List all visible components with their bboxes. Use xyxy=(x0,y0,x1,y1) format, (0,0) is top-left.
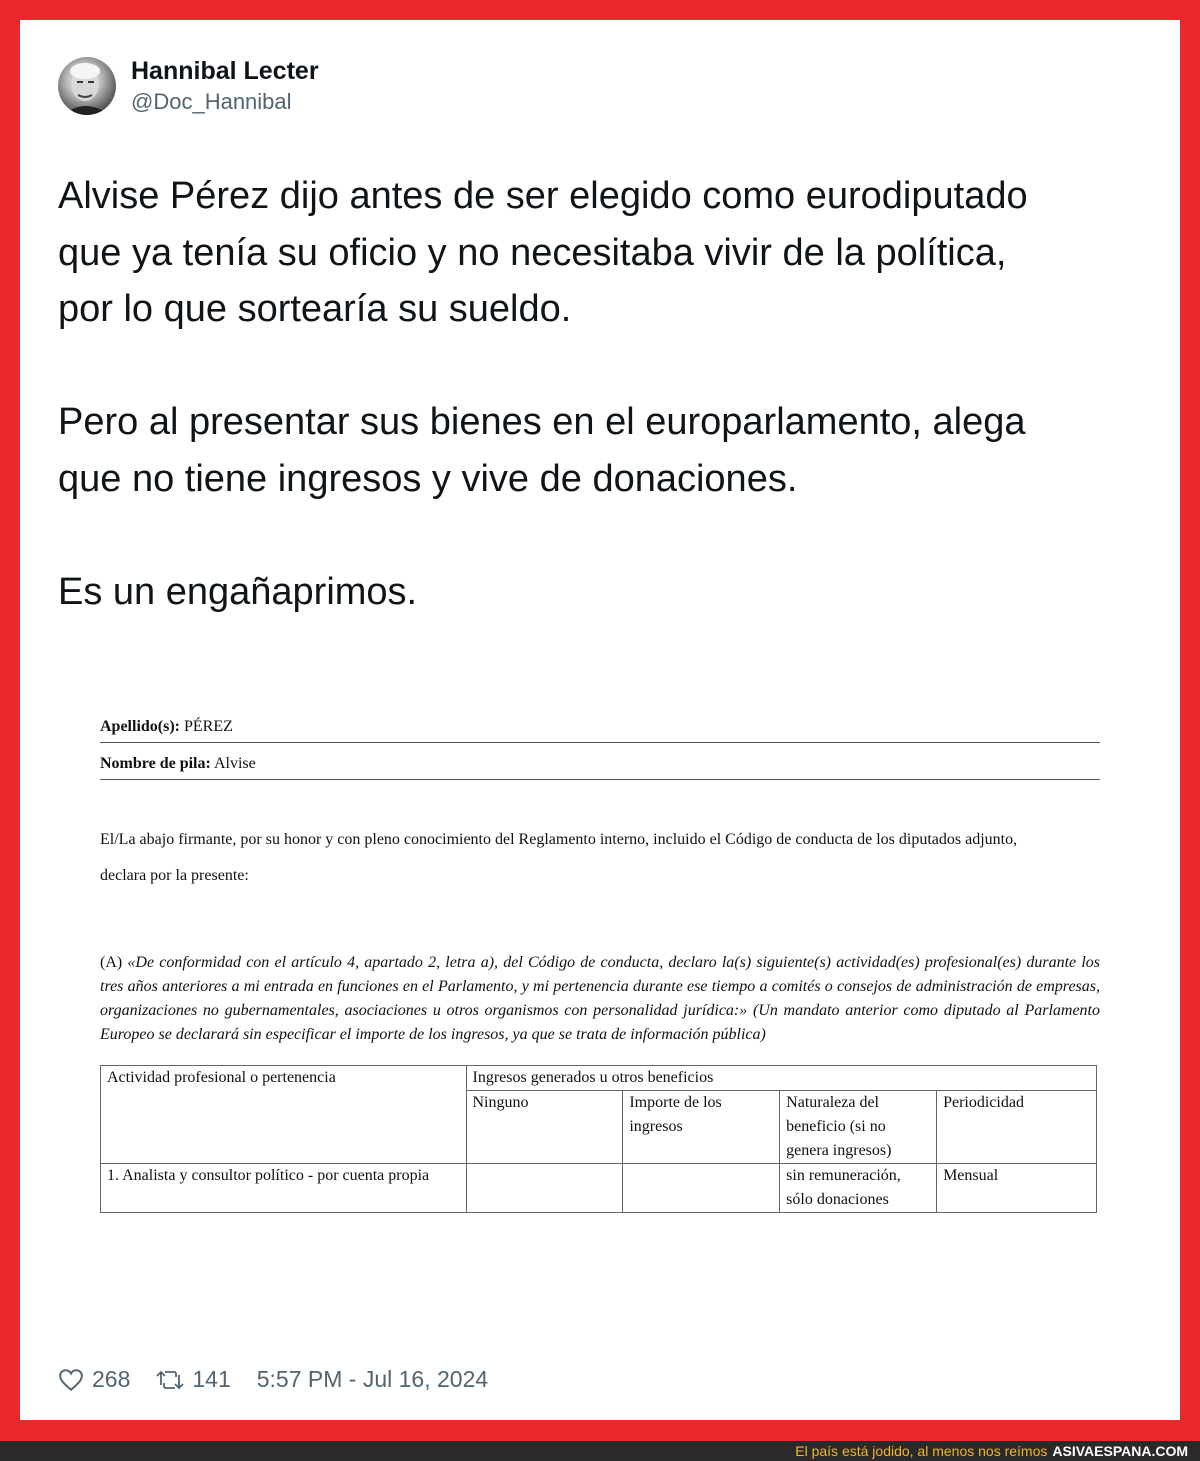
heart-icon[interactable] xyxy=(58,1368,84,1392)
firstname-label: Nombre de pila: xyxy=(100,755,211,772)
tweet-stats xyxy=(58,1366,488,1393)
document-intro: El/La abajo firmante, por su honor y con pleno conocimiento del Reglamento interno, incluido el Código de conducta de los diputados adjunto, xyxy=(100,831,1018,848)
attached-document-image[interactable] xyxy=(100,716,1100,1213)
firstname-field xyxy=(100,753,1100,780)
retweet-count: 141 xyxy=(192,1366,231,1392)
retweet-stat[interactable] xyxy=(156,1366,230,1393)
tweet-timestamp[interactable]: 5:57 PM - Jul 16, 2024 xyxy=(256,1366,489,1392)
table-row xyxy=(101,1164,1097,1213)
header-periodicity: Periodicidad xyxy=(937,1091,1097,1164)
cell-amount xyxy=(623,1164,780,1213)
header-nature: Naturaleza del beneficio (si no genera ingresos) xyxy=(780,1091,937,1164)
document-section-a xyxy=(100,951,1100,1047)
surname-value: PÉREZ xyxy=(184,718,233,735)
section-label: (A) xyxy=(100,954,123,971)
author-names xyxy=(131,56,319,116)
firstname-value: Alvise xyxy=(213,755,256,772)
like-count: 268 xyxy=(92,1366,131,1392)
table-header-row xyxy=(101,1066,1097,1091)
tweet-text: Alvise Pérez dijo antes de ser elegido como eurodiputado que ya tenía su oficio y no necesitaba vivir de la política, por lo que sortearía su sueldo. Pero al presentar sus bienes en el europarlamento, alega que no tiene ingresos y vive de donaciones. Es un engañaprimos. xyxy=(58,175,1028,613)
author-handle[interactable]: @Doc_Hannibal xyxy=(131,89,292,114)
activity-table xyxy=(100,1065,1097,1213)
tweet-header xyxy=(58,56,319,116)
like-stat[interactable] xyxy=(58,1366,130,1393)
header-activity: Actividad profesional o pertenencia xyxy=(101,1066,467,1164)
document-declares: declara por la presente: xyxy=(100,867,249,884)
cell-nature: sin remuneración, sólo donaciones xyxy=(780,1164,937,1213)
site-footer xyxy=(0,1441,1200,1461)
header-none: Ninguno xyxy=(466,1091,623,1164)
cell-activity: 1. Analista y consultor político - por cuenta propia xyxy=(101,1164,467,1213)
retweet-icon[interactable] xyxy=(156,1368,184,1392)
header-amount: Importe de los ingresos xyxy=(623,1091,780,1164)
avatar[interactable] xyxy=(58,57,116,115)
cell-none xyxy=(466,1164,623,1213)
footer-site-link[interactable]: ASIVAESPANA.COM xyxy=(1052,1443,1188,1459)
footer-tagline: El país está jodido, al menos nos reímos xyxy=(795,1443,1048,1459)
cell-periodicity: Mensual xyxy=(937,1164,1097,1213)
tweet-card xyxy=(20,20,1180,1420)
avatar-photo-icon xyxy=(58,57,116,115)
header-income-group: Ingresos generados u otros beneficios xyxy=(466,1066,1097,1091)
surname-label: Apellido(s): xyxy=(100,718,180,735)
author-display-name[interactable]: Hannibal Lecter xyxy=(131,57,319,85)
surname-field xyxy=(100,716,1100,743)
section-text: «De conformidad con el artículo 4, apartado 2, letra a), del Código de conducta, declaro la(s) siguiente(s) actividad(es) profesional(es) durante los tres años anteriores a mi entrada en funciones en el Parlamento, y mi pertenencia durante ese tiempo a comités o consejos de administración de empresas, organizaciones no gubernamentales, asociaciones u otros organismos con personalidad jurídica:» (Un mandato anterior como diputado al Parlamento Europeo se declarará sin especificar el importe de los ingresos, ya que se trata de información pública) xyxy=(100,954,1100,1043)
